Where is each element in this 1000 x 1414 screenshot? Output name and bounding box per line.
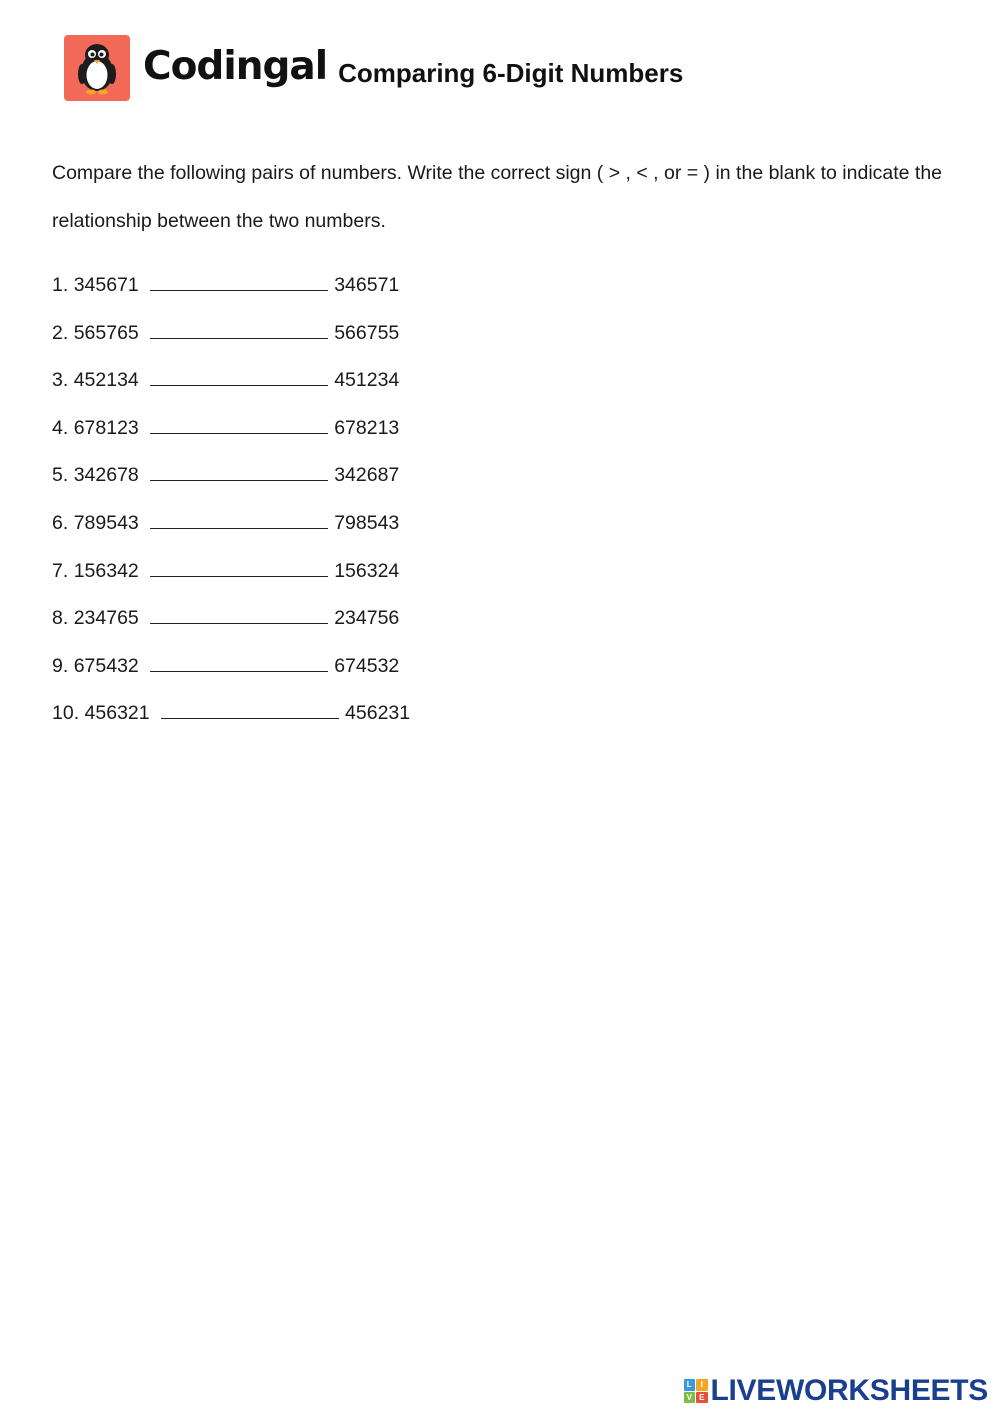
answer-blank[interactable] [150,603,328,624]
page-title: Comparing 6-Digit Numbers [338,57,684,88]
question-item [52,696,410,744]
left-number: 789543 [73,511,139,534]
question-item [52,506,410,554]
question-number: 3. [52,369,69,392]
question-number: 6. [52,511,69,534]
question-number: 7. [52,559,69,582]
question-number: 1. [52,274,69,296]
liveworksheets-footer [684,1374,989,1408]
left-number: 565765 [73,321,139,344]
question-item [52,268,410,316]
question-item [52,411,410,459]
question-item [52,363,410,411]
question-number: 2. [52,321,69,344]
answer-blank[interactable] [150,270,328,291]
left-number: 234765 [73,607,139,630]
left-number: 452134 [73,369,139,392]
answer-blank[interactable] [150,556,328,577]
liveworksheets-brand: LIVEWORKSHEETS [710,1374,988,1407]
liveworksheets-logo-icon: L I V E [684,1379,708,1403]
answer-blank[interactable] [161,698,339,719]
left-number: 345671 [73,274,139,296]
brand-name: Codingal [143,43,328,89]
question-item [52,649,410,697]
question-item [52,458,410,506]
right-number: 234756 [334,607,400,630]
question-list [52,268,410,744]
answer-blank[interactable] [150,365,328,386]
answer-blank[interactable] [150,651,328,672]
question-item [52,601,410,649]
question-number: 4. [52,416,69,439]
left-number: 456321 [84,702,150,725]
instructions-text: Compare the following pairs of numbers. Write the correct sign ( > , < , or = ) in the blank to indicate the relationship between the two numbers. [52,162,943,232]
question-number: 5. [52,464,69,487]
right-number: 156324 [334,559,400,582]
right-number: 566755 [334,321,400,344]
codingal-logo [64,35,130,101]
right-number: 346571 [334,274,400,296]
question-number: 9. [52,654,69,677]
header [64,35,683,101]
left-number: 675432 [73,654,139,677]
left-number: 678123 [73,416,139,439]
answer-blank[interactable] [150,318,328,339]
question-item [52,316,410,364]
right-number: 674532 [334,654,400,677]
penguin-icon [74,41,120,95]
right-number: 456231 [345,702,411,725]
left-number: 156342 [73,559,139,582]
question-item [52,554,410,602]
answer-blank[interactable] [150,460,328,481]
left-number: 342678 [73,464,139,487]
question-number: 10. [52,702,80,725]
answer-blank[interactable] [150,508,328,529]
right-number: 678213 [334,416,400,439]
right-number: 451234 [334,369,400,392]
right-number: 798543 [334,511,400,534]
answer-blank[interactable] [150,413,328,434]
right-number: 342687 [334,464,400,487]
question-number: 8. [52,607,69,630]
